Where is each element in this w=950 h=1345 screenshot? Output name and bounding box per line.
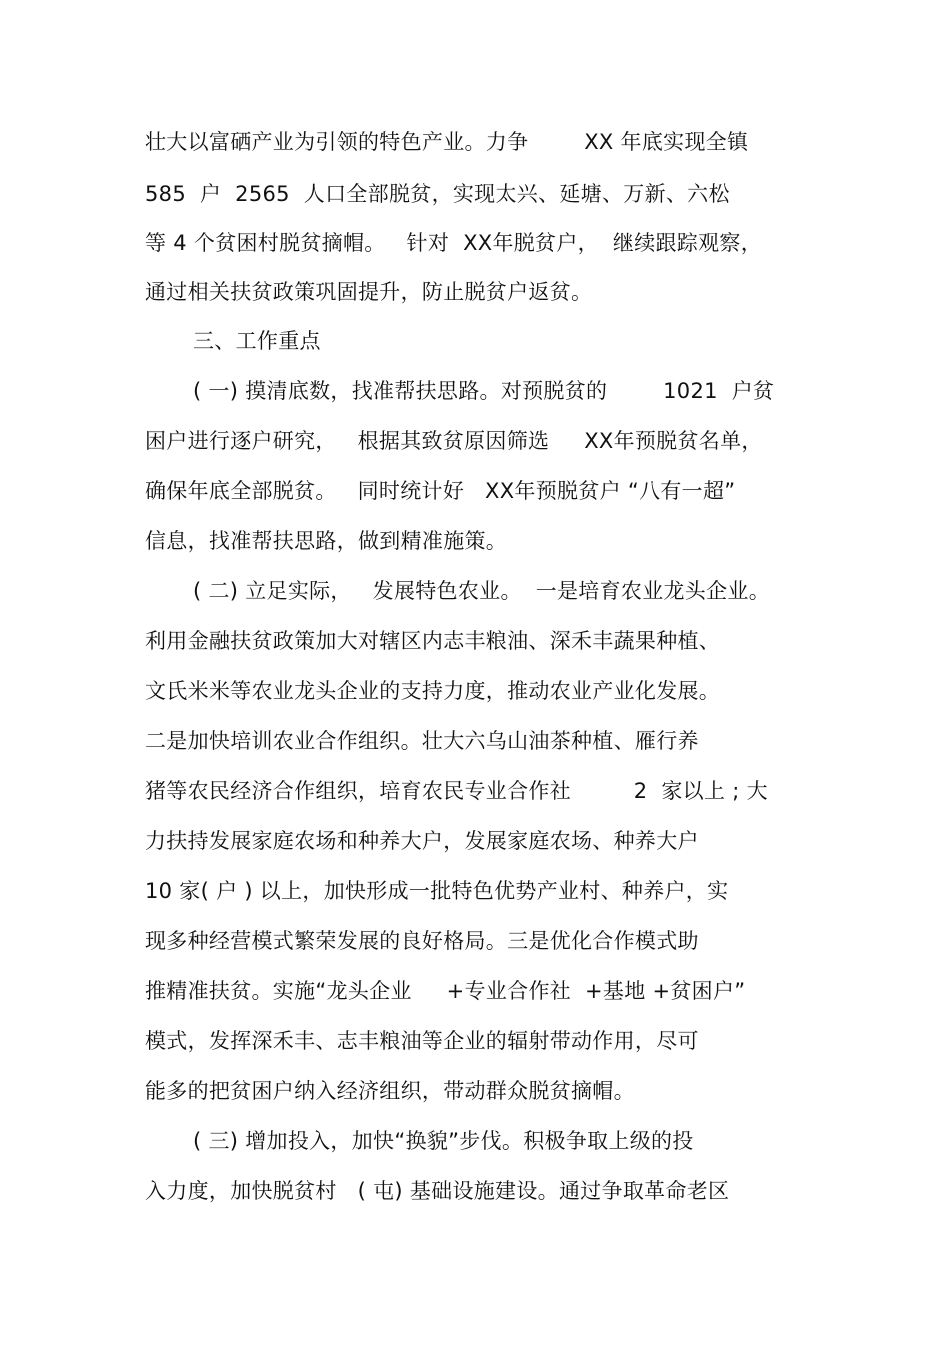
text-line: 推精准扶贫。实施“龙头企业 +专业合作社 +基地 +贫困户” bbox=[145, 979, 746, 1003]
text-line: 10 家( 户 ) 以上，加快形成一批特色优势产业村、种养户，实 bbox=[145, 879, 729, 903]
section-heading: 三、工作重点 bbox=[193, 329, 321, 353]
text-line: 确保年底全部脱贫。 同时统计好 XX年预脱贫户 “八有一超” bbox=[145, 479, 736, 503]
text-line: ( 三) 增加投入，加快“换貌”步伐。积极争取上级的投 bbox=[193, 1129, 694, 1153]
text-line: 585 户 2565 人口全部脱贫，实现太兴、延塘、万新、六松 bbox=[145, 182, 730, 206]
text-line: ( 二) 立足实际， 发展特色农业。 一是培育农业龙头企业。 bbox=[193, 579, 771, 603]
text-line: 模式，发挥深禾丰、志丰粮油等企业的辐射带动作用，尽可 bbox=[145, 1029, 699, 1053]
text-line: 能多的把贫困户纳入经济组织，带动群众脱贫摘帽。 bbox=[145, 1079, 635, 1103]
text-line: 文氏米米等农业龙头企业的支持力度，推动农业产业化发展。 bbox=[145, 679, 721, 703]
text-line: 信息，找准帮扶思路，做到精准施策。 bbox=[145, 529, 508, 553]
text-line: 猪等农民经济合作组织，培育农民专业合作社 2 家以上 ; 大 bbox=[145, 779, 768, 803]
text-line: 通过相关扶贫政策巩固提升，防止脱贫户返贫。 bbox=[145, 280, 593, 304]
text-line: 入力度，加快脱贫村 ( 屯) 基础设施建设。通过争取革命老区 bbox=[145, 1179, 730, 1203]
text-line: 现多种经营模式繁荣发展的良好格局。三是优化合作模式助 bbox=[145, 929, 699, 953]
text-line: 壮大以富硒产业为引领的特色产业。力争 XX 年底实现全镇 bbox=[145, 130, 749, 154]
text-line: 力扶持发展家庭农场和种养大户，发展家庭农场、种养大户 bbox=[145, 829, 699, 853]
text-line: ( 一) 摸清底数，找准帮扶思路。对预脱贫的 1021 户贫 bbox=[193, 379, 775, 403]
text-line: 等 4 个贫困村脱贫摘帽。 针对 XX年脱贫户， 继续跟踪观察， bbox=[145, 231, 763, 255]
text-line: 二是加快培训农业合作组织。壮大六乌山油茶种植、雁行养 bbox=[145, 729, 699, 753]
text-line: 困户进行逐户研究， 根据其致贫原因筛选 XX年预脱贫名单， bbox=[145, 429, 763, 453]
text-line: 利用金融扶贫政策加大对辖区内志丰粮油、深禾丰蔬果种植、 bbox=[145, 629, 721, 653]
